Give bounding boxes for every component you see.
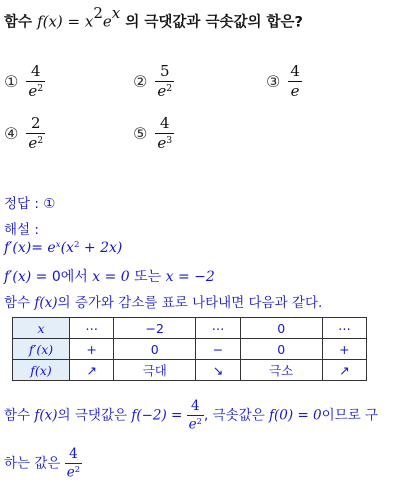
table-intro-text: 함수 f(x)의 증가와 감소를 표로 나타내면 다음과 같다.: [4, 295, 323, 311]
table-cell: ↘: [196, 360, 240, 381]
table-cell: ⋯: [196, 318, 240, 339]
table-cell: −: [196, 339, 240, 360]
table-header-x: x: [13, 318, 70, 339]
choice-4[interactable]: ④ $\frac{2}{e^2}$: [4, 114, 44, 152]
answer-value: ①: [43, 196, 56, 212]
critical-points-line: f′(x) = 0에서 x = 0 또는 x = −2: [4, 269, 215, 285]
function-name: f(x): [37, 12, 63, 31]
answer-line: 정답 : ①: [4, 196, 56, 212]
table-cell: 0: [240, 339, 322, 360]
table-cell: ↗: [70, 360, 114, 381]
conclusion-line: 함수 f(x)의 극댓값은 f(−2) = $\frac{4}{e^2}$ , 극솟값은 f(0) = 0이므로 구: [4, 398, 379, 433]
table-row-x: [13, 318, 367, 339]
table-cell: ⋯: [70, 318, 114, 339]
question-text: 함수 $f(x) = x^2e^x$ 의 극댓값과 극솟값의 합은?: [4, 4, 303, 31]
choice-1-fraction: $\frac{4}{e^2}$: [28, 62, 44, 100]
table-cell: 0: [240, 318, 322, 339]
table-cell: +: [70, 339, 114, 360]
table-row-function: [13, 360, 367, 381]
table-header-derivative: f′(x): [13, 339, 70, 360]
table-row-derivative: [13, 339, 367, 360]
choice-5[interactable]: ⑤ $\frac{4}{e^3}$: [133, 114, 173, 152]
table-cell: 0: [114, 339, 196, 360]
explanation-label: 해설 :: [4, 222, 39, 238]
choice-5-fraction: $\frac{4}{e^3}$: [157, 114, 173, 152]
table-cell: 극소: [240, 360, 322, 381]
table-cell: +: [322, 339, 366, 360]
table-header-function: f(x): [13, 360, 70, 381]
table-cell: 극대: [114, 360, 196, 381]
choice-1[interactable]: ① $\frac{4}{e^2}$: [4, 62, 44, 100]
choice-2[interactable]: ② $\frac{5}{e^2}$: [133, 62, 173, 100]
table-cell: ⋯: [322, 318, 366, 339]
choice-2-fraction: $\frac{5}{e^2}$: [157, 62, 173, 100]
table-cell: ↗: [322, 360, 366, 381]
table-cell: −2: [114, 318, 196, 339]
increase-decrease-table: [12, 317, 367, 381]
choice-3-fraction: $\frac{4}{e}$: [290, 62, 300, 100]
max-value-fraction: $\frac{4}{e^2}$: [188, 398, 202, 433]
final-fraction: $\frac{4}{e^2}$: [66, 446, 81, 481]
choice-3[interactable]: ③ $\frac{4}{e}$: [266, 62, 300, 100]
final-answer-line: 하는 값은 $\frac{4}{e^2}$: [4, 446, 81, 481]
derivative-equation: $f'(x)= e^x(x^2 + 2x)$: [4, 240, 123, 256]
choice-4-fraction: $\frac{2}{e^2}$: [28, 114, 44, 152]
